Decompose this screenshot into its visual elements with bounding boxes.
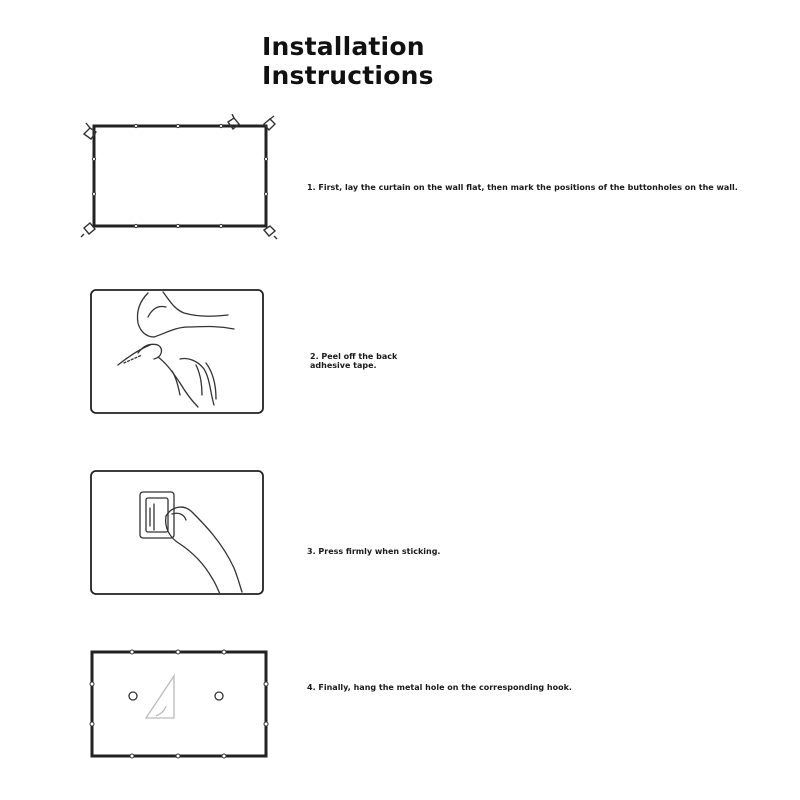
step-2-text: 2. Peel off the back adhesive tape. — [310, 352, 398, 370]
curtain-frame-grommets-icon — [86, 644, 272, 762]
finger-pressing-hook-icon — [88, 468, 266, 596]
step-3-text: 3. Press firmly when sticking. — [307, 547, 441, 556]
title-line-2: Instructions — [262, 61, 434, 90]
step-4-text: 4. Finally, hang the metal hole on the corresponding hook. — [307, 683, 572, 692]
curtain-frame-hooks-icon — [78, 114, 288, 242]
title-line-1: Installation — [262, 32, 425, 61]
hand-peeling-tape-icon — [88, 287, 266, 415]
page-title — [262, 32, 434, 90]
step-1-text: 1. First, lay the curtain on the wall flat, then mark the positions of the buttonholes on the wall. — [307, 183, 738, 192]
